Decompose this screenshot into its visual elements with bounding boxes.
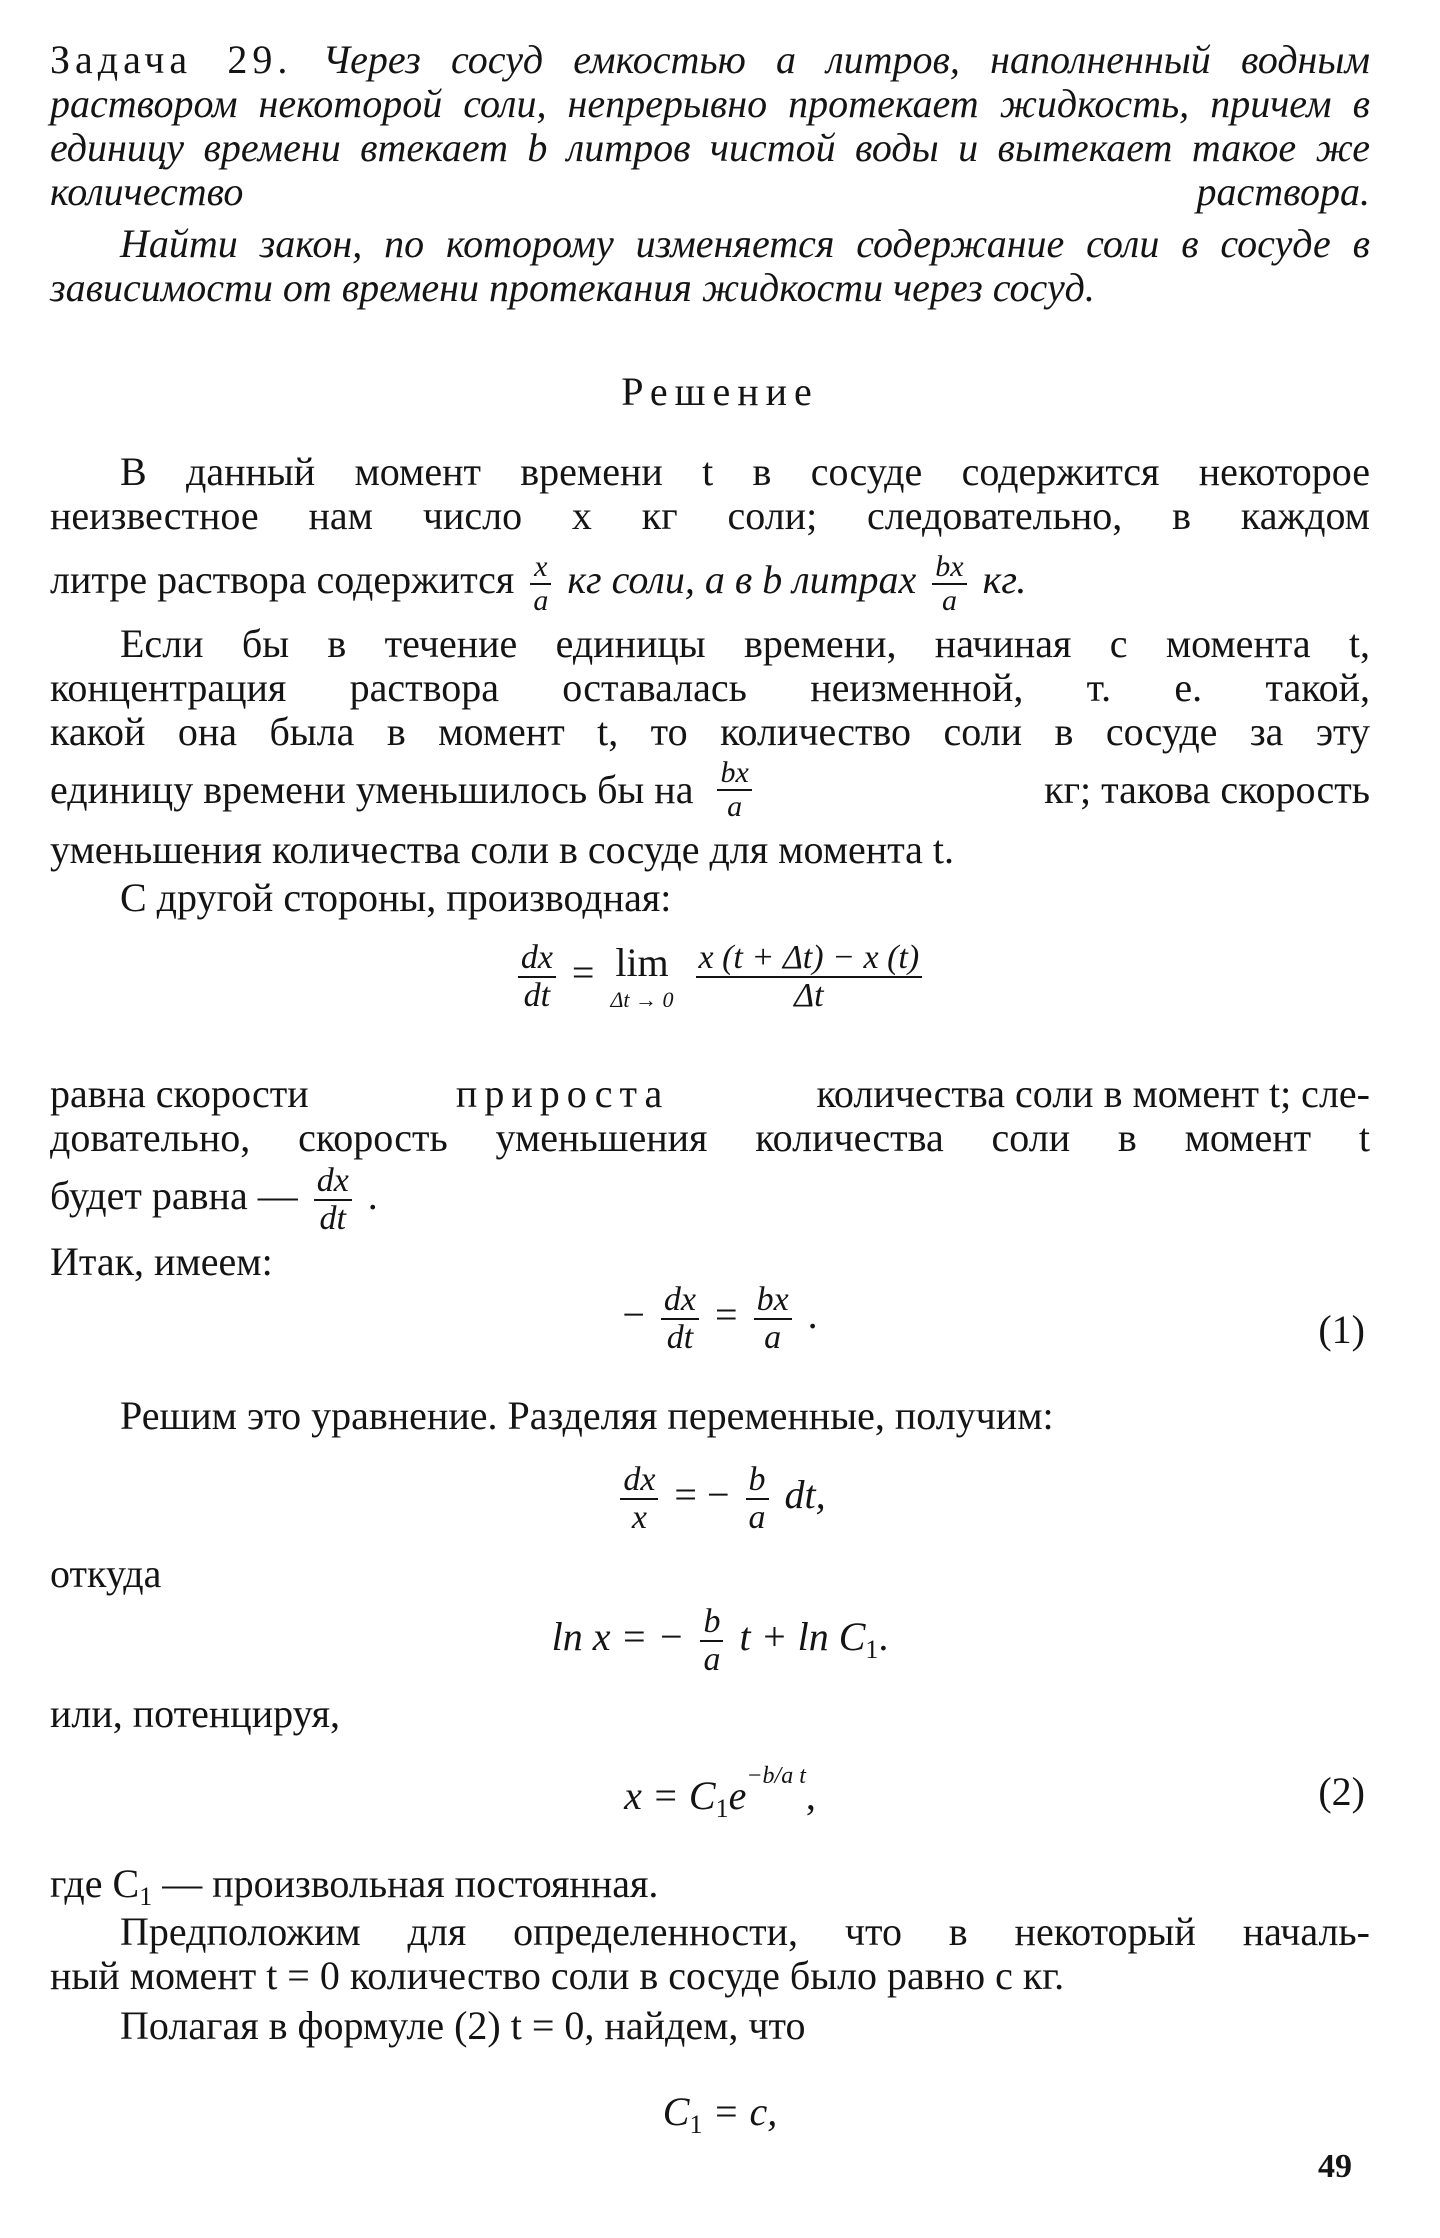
equation-separated: $\frac{dx}{x}$ = − $\frac{b}{a}$ dt, — [0, 1462, 1440, 1536]
p2-line3: какой она была в момент t, то количество соли в сосуде за эту — [50, 709, 1370, 754]
p2-line2: концентрация раствора оставалась неизменной, т. е. такой, — [50, 665, 1370, 710]
p2-line4-b: кг; такова скорость — [1044, 767, 1370, 812]
p8-line2: ный момент t = 0 количество соли в сосуде было равно c кг. — [50, 1953, 1065, 1998]
p1-line3-b: кг соли, а в b литрах — [567, 557, 917, 602]
p1-line3-c: кг. — [982, 557, 1027, 602]
equation-derivative: $\frac{dx}{dt}$ = lim Δt → 0 $\frac{x (t + \Delta t) - x (t)}{\Delta t}$ — [0, 940, 1440, 1014]
p2-line1: Если бы в течение единицы времени, начиная с момента t, — [120, 621, 1370, 666]
equation-1-number: (1) — [1318, 1307, 1365, 1352]
equation-2: $x = C_1e^{-b/a t}$, — [624, 1763, 816, 1823]
p1-line2: неизвестное нам число x кг соли; следовательно, в каждом — [50, 493, 1370, 538]
fraction-x-over-a: $\frac{x}{a}$ — [530, 551, 551, 617]
p7: где $C_1$ — произвольная постоянная. — [50, 1861, 659, 1911]
p1-line3-a: литре раствора содержится — [50, 557, 515, 602]
p2-line4-a: единицу времени уменьшилось бы на — [50, 767, 694, 812]
problem-question: Найти закон, по которому изменяется содержание соли в сосуде в зависимости от времени протекания жидкости через сосуд. — [50, 221, 1370, 310]
problem-statement — [50, 38, 1370, 214]
p4-line3: будет равна — $\frac{dx}{dt}$ . — [50, 1161, 378, 1237]
fraction-bx-over-a: $\frac{bx}{a}$ — [932, 551, 966, 617]
equation-c1: $C_1 = c$, — [662, 2089, 778, 2139]
p8-line1: Предположим для определенности, что в некоторый началь- — [120, 1909, 1370, 1954]
p6: Решим это уравнение. Разделяя переменные, получим: — [120, 1393, 1054, 1438]
solution-heading: Решение — [621, 369, 819, 414]
problem-label: Задача 29. — [50, 37, 293, 82]
p4-line2: довательно, скорость уменьшения количества соли в момент t — [50, 1115, 1370, 1160]
p1-line3 — [50, 538, 1370, 622]
equation-1: − $\frac{dx}{dt}$ = $\frac{bx}{a}$ . — [622, 1281, 818, 1356]
p2-line5: уменьшения количества соли в сосуде для момента t. — [50, 827, 955, 872]
p5: Итак, имеем: — [50, 1239, 273, 1284]
page-number: 49 — [1318, 2148, 1352, 2185]
p2-line4 — [50, 748, 1370, 832]
word-potenc: или, потенцируя, — [50, 1691, 340, 1736]
p1-line1: В данный момент времени t в сосуде содержится некоторое — [120, 449, 1370, 494]
word-otkuda: откуда — [50, 1551, 162, 1596]
p9: Полагая в формуле (2) t = 0, найдем, что — [120, 2003, 806, 2048]
fraction-bx-over-a-2: $\frac{bx}{a}$ — [717, 757, 751, 823]
p4-line1: равна скорости прироста количества соли в момент t; сле- — [50, 1071, 1370, 1116]
p3: С другой стороны, производная: — [120, 875, 672, 920]
equation-2-number: (2) — [1318, 1769, 1365, 1814]
equation-ln: ln x = − $\frac{b}{a}$ $t + \ln C_1$. — [551, 1603, 889, 1678]
problem-text: Через сосуд емкостью a литров, наполненный водным раствором некоторой соли, непрерывно протекает жидкость, причем в единицу времени втекает b литров чистой воды и вытекает такое же количество раствора. — [50, 37, 1371, 214]
